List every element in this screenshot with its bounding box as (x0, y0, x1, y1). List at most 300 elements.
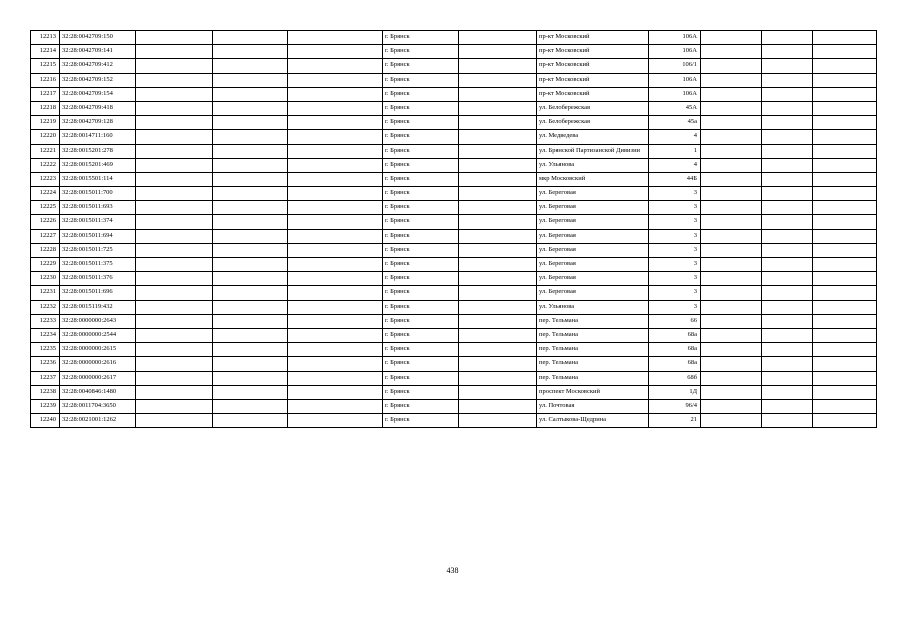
cell-empty (813, 286, 877, 300)
cell-empty (288, 201, 383, 215)
cell-empty (701, 399, 762, 413)
cell-city: г. Брянск (383, 158, 459, 172)
cell-empty (701, 328, 762, 342)
cell-city: г. Брянск (383, 300, 459, 314)
cell-record-number: 12233 (31, 314, 60, 328)
cell-empty (701, 144, 762, 158)
cell-empty (213, 172, 288, 186)
cell-empty (136, 130, 213, 144)
cell-empty (459, 116, 537, 130)
cell-empty (213, 201, 288, 215)
cell-empty (813, 130, 877, 144)
cell-empty (762, 101, 813, 115)
cell-empty (213, 187, 288, 201)
cell-record-number: 12214 (31, 45, 60, 59)
cell-empty (701, 172, 762, 186)
cell-empty (813, 187, 877, 201)
cell-empty (288, 229, 383, 243)
cell-empty (136, 172, 213, 186)
cell-house-number: 4 (649, 158, 701, 172)
cell-empty (813, 172, 877, 186)
cell-house-number: 106/1 (649, 59, 701, 73)
cell-house-number: 3 (649, 258, 701, 272)
cell-empty (459, 130, 537, 144)
cell-empty (288, 59, 383, 73)
cell-empty (288, 314, 383, 328)
cell-street: ул. Береговая (537, 187, 649, 201)
table-row (31, 87, 877, 101)
cell-street: ул. Ульянова (537, 300, 649, 314)
table-row (31, 243, 877, 257)
cell-city: г. Брянск (383, 343, 459, 357)
cell-house-number: 3 (649, 229, 701, 243)
table-row (31, 371, 877, 385)
cell-empty (762, 371, 813, 385)
cell-empty (459, 144, 537, 158)
cell-empty (136, 286, 213, 300)
cell-cadastral-number: 32:28:0014711:160 (60, 130, 136, 144)
cell-empty (213, 158, 288, 172)
cell-empty (136, 144, 213, 158)
cell-empty (762, 385, 813, 399)
table-row (31, 201, 877, 215)
cell-house-number: 1Д (649, 385, 701, 399)
cell-empty (701, 158, 762, 172)
cell-cadastral-number: 32:28:0011704:3650 (60, 399, 136, 413)
cell-cadastral-number: 32:28:0015201:278 (60, 144, 136, 158)
cell-city: г. Брянск (383, 357, 459, 371)
cell-cadastral-number: 32:28:0015011:696 (60, 286, 136, 300)
table-row (31, 414, 877, 428)
cell-empty (762, 144, 813, 158)
cell-record-number: 12222 (31, 158, 60, 172)
cell-street: ул. Береговая (537, 286, 649, 300)
cell-empty (136, 300, 213, 314)
cell-street: пер. Тельмана (537, 371, 649, 385)
cell-empty (459, 187, 537, 201)
cell-empty (459, 45, 537, 59)
cell-empty (701, 258, 762, 272)
cell-empty (762, 328, 813, 342)
cell-empty (459, 399, 537, 413)
cell-cadastral-number: 32:28:0042709:128 (60, 116, 136, 130)
cell-street: ул. Береговая (537, 272, 649, 286)
cell-city: г. Брянск (383, 87, 459, 101)
cell-house-number: 3 (649, 300, 701, 314)
cell-cadastral-number: 32:28:0015501:114 (60, 172, 136, 186)
cell-empty (288, 243, 383, 257)
cell-empty (762, 272, 813, 286)
cell-street: ул. Береговая (537, 215, 649, 229)
cell-empty (459, 215, 537, 229)
cell-empty (762, 286, 813, 300)
table-row (31, 158, 877, 172)
cell-empty (459, 59, 537, 73)
cell-house-number: 66 (649, 314, 701, 328)
cell-empty (213, 385, 288, 399)
cell-empty (459, 158, 537, 172)
cell-empty (701, 272, 762, 286)
cell-empty (136, 272, 213, 286)
table-row (31, 31, 877, 45)
cell-empty (213, 371, 288, 385)
cell-cadastral-number: 32:28:0042709:141 (60, 45, 136, 59)
cell-record-number: 12234 (31, 328, 60, 342)
cell-empty (701, 357, 762, 371)
cell-empty (813, 371, 877, 385)
cell-street: мкр Московский (537, 172, 649, 186)
cell-empty (136, 399, 213, 413)
cell-empty (136, 314, 213, 328)
cell-empty (288, 371, 383, 385)
cell-city: г. Брянск (383, 272, 459, 286)
cell-house-number: 3 (649, 187, 701, 201)
cell-empty (136, 59, 213, 73)
cell-empty (288, 328, 383, 342)
cell-city: г. Брянск (383, 314, 459, 328)
cell-city: г. Брянск (383, 130, 459, 144)
cell-empty (813, 385, 877, 399)
table-row (31, 357, 877, 371)
cell-street: ул. Береговая (537, 258, 649, 272)
cell-empty (813, 201, 877, 215)
cell-cadastral-number: 32:28:0042709:412 (60, 59, 136, 73)
cell-empty (813, 116, 877, 130)
cell-empty (813, 272, 877, 286)
cell-empty (813, 343, 877, 357)
cell-empty (288, 87, 383, 101)
cell-empty (213, 357, 288, 371)
cell-empty (213, 399, 288, 413)
cell-empty (813, 414, 877, 428)
cell-record-number: 12221 (31, 144, 60, 158)
cell-empty (762, 229, 813, 243)
cell-house-number: 3 (649, 243, 701, 257)
table-row (31, 101, 877, 115)
cell-empty (213, 101, 288, 115)
cell-empty (813, 31, 877, 45)
cell-street: пр-кт Московский (537, 73, 649, 87)
cell-empty (136, 158, 213, 172)
cell-cadastral-number: 32:28:0000000:2544 (60, 328, 136, 342)
cell-city: г. Брянск (383, 144, 459, 158)
cell-house-number: 45а (649, 116, 701, 130)
table-row (31, 59, 877, 73)
cell-empty (136, 31, 213, 45)
cell-empty (459, 258, 537, 272)
cell-record-number: 12232 (31, 300, 60, 314)
cell-empty (213, 286, 288, 300)
cell-record-number: 12237 (31, 371, 60, 385)
cell-empty (213, 314, 288, 328)
cell-record-number: 12230 (31, 272, 60, 286)
cell-record-number: 12228 (31, 243, 60, 257)
cell-empty (288, 272, 383, 286)
cell-street: ул. Береговая (537, 229, 649, 243)
cell-empty (459, 101, 537, 115)
cell-house-number: 106А (649, 31, 701, 45)
table-row (31, 343, 877, 357)
cell-house-number: 3 (649, 272, 701, 286)
cell-empty (701, 31, 762, 45)
cell-empty (813, 87, 877, 101)
cell-record-number: 12240 (31, 414, 60, 428)
cell-empty (136, 371, 213, 385)
table-row (31, 328, 877, 342)
cell-street: ул. Белобережская (537, 101, 649, 115)
cell-empty (762, 399, 813, 413)
cell-empty (136, 414, 213, 428)
cell-house-number: 21 (649, 414, 701, 428)
cell-empty (701, 229, 762, 243)
cell-house-number: 4 (649, 130, 701, 144)
cell-empty (213, 144, 288, 158)
cell-record-number: 12215 (31, 59, 60, 73)
table-row (31, 385, 877, 399)
cell-city: г. Брянск (383, 31, 459, 45)
page-number: 438 (446, 566, 459, 575)
cell-empty (288, 286, 383, 300)
cell-empty (288, 300, 383, 314)
table-body (31, 31, 877, 428)
cell-city: г. Брянск (383, 371, 459, 385)
cell-city: г. Брянск (383, 385, 459, 399)
cell-empty (213, 130, 288, 144)
cell-city: г. Брянск (383, 414, 459, 428)
cell-empty (762, 87, 813, 101)
cell-empty (288, 215, 383, 229)
cell-city: г. Брянск (383, 116, 459, 130)
table-row (31, 130, 877, 144)
cell-record-number: 12229 (31, 258, 60, 272)
cell-street: ул. Белобережская (537, 116, 649, 130)
cell-street: ул. Медведева (537, 130, 649, 144)
cell-empty (459, 328, 537, 342)
cell-empty (762, 243, 813, 257)
cell-empty (213, 87, 288, 101)
cell-empty (701, 385, 762, 399)
cell-record-number: 12225 (31, 201, 60, 215)
cell-empty (762, 130, 813, 144)
cell-cadastral-number: 32:28:0015011:376 (60, 272, 136, 286)
table-row (31, 144, 877, 158)
cell-empty (701, 343, 762, 357)
cell-empty (213, 328, 288, 342)
cell-empty (813, 258, 877, 272)
cell-empty (136, 101, 213, 115)
cell-city: г. Брянск (383, 187, 459, 201)
cell-empty (701, 286, 762, 300)
cell-empty (762, 172, 813, 186)
cell-empty (288, 187, 383, 201)
property-register-table (30, 30, 877, 428)
cell-street: пр-кт Московский (537, 31, 649, 45)
cell-empty (288, 343, 383, 357)
cell-empty (136, 87, 213, 101)
cell-empty (459, 414, 537, 428)
cell-empty (701, 314, 762, 328)
cell-empty (213, 45, 288, 59)
cell-empty (213, 414, 288, 428)
cell-empty (762, 59, 813, 73)
cell-empty (136, 385, 213, 399)
cell-empty (288, 414, 383, 428)
cell-record-number: 12231 (31, 286, 60, 300)
cell-empty (813, 243, 877, 257)
cell-empty (136, 357, 213, 371)
table-row (31, 286, 877, 300)
cell-house-number: 106А (649, 87, 701, 101)
cell-empty (459, 314, 537, 328)
cell-city: г. Брянск (383, 229, 459, 243)
cell-cadastral-number: 32:28:0042709:152 (60, 73, 136, 87)
cell-city: г. Брянск (383, 45, 459, 59)
cell-house-number: 3 (649, 201, 701, 215)
cell-street: пер. Тельмана (537, 343, 649, 357)
cell-empty (701, 87, 762, 101)
table-row (31, 229, 877, 243)
cell-city: г. Брянск (383, 286, 459, 300)
cell-empty (136, 116, 213, 130)
cell-empty (459, 243, 537, 257)
cell-empty (813, 45, 877, 59)
cell-empty (213, 229, 288, 243)
cell-empty (762, 258, 813, 272)
cell-street: ул. Почтовая (537, 399, 649, 413)
cell-empty (762, 73, 813, 87)
cell-empty (459, 343, 537, 357)
cell-record-number: 12217 (31, 87, 60, 101)
cell-empty (459, 272, 537, 286)
cell-cadastral-number: 32:28:0015011:374 (60, 215, 136, 229)
cell-record-number: 12223 (31, 172, 60, 186)
cell-empty (813, 300, 877, 314)
cell-city: г. Брянск (383, 59, 459, 73)
cell-empty (701, 101, 762, 115)
cell-empty (213, 272, 288, 286)
table-row (31, 172, 877, 186)
cell-city: г. Брянск (383, 399, 459, 413)
cell-street: пер. Тельмана (537, 314, 649, 328)
cell-street: ул. Береговая (537, 201, 649, 215)
cell-empty (136, 229, 213, 243)
cell-city: г. Брянск (383, 172, 459, 186)
cell-record-number: 12224 (31, 187, 60, 201)
table-row (31, 73, 877, 87)
table-row (31, 45, 877, 59)
cell-empty (813, 144, 877, 158)
cell-empty (459, 73, 537, 87)
cell-empty (701, 371, 762, 385)
cell-empty (813, 215, 877, 229)
cell-empty (762, 314, 813, 328)
cell-empty (813, 357, 877, 371)
cell-empty (813, 328, 877, 342)
cell-empty (762, 31, 813, 45)
cell-empty (288, 144, 383, 158)
table-row (31, 314, 877, 328)
cell-empty (701, 73, 762, 87)
cell-street: ул. Ульянова (537, 158, 649, 172)
cell-cadastral-number: 32:28:0015119:432 (60, 300, 136, 314)
cell-empty (459, 201, 537, 215)
table-row (31, 399, 877, 413)
cell-empty (459, 286, 537, 300)
cell-empty (701, 243, 762, 257)
cell-empty (213, 116, 288, 130)
cell-house-number: 68а (649, 357, 701, 371)
cell-house-number: 106А (649, 45, 701, 59)
cell-empty (459, 87, 537, 101)
cell-empty (136, 343, 213, 357)
cell-house-number: 1 (649, 144, 701, 158)
table-row (31, 300, 877, 314)
cell-record-number: 12220 (31, 130, 60, 144)
cell-empty (136, 328, 213, 342)
cell-empty (762, 343, 813, 357)
cell-empty (459, 31, 537, 45)
cell-empty (701, 116, 762, 130)
cell-record-number: 12219 (31, 116, 60, 130)
cell-empty (213, 59, 288, 73)
cell-empty (288, 158, 383, 172)
cell-empty (701, 215, 762, 229)
cell-street: ул. Салтыкова-Щедрина (537, 414, 649, 428)
cell-empty (136, 201, 213, 215)
cell-empty (288, 73, 383, 87)
cell-house-number: 44Б (649, 172, 701, 186)
cell-empty (213, 31, 288, 45)
cell-cadastral-number: 32:28:0000000:2643 (60, 314, 136, 328)
cell-empty (288, 45, 383, 59)
cell-empty (813, 229, 877, 243)
cell-cadastral-number: 32:28:0021001:1262 (60, 414, 136, 428)
cell-empty (288, 258, 383, 272)
cell-house-number: 96/4 (649, 399, 701, 413)
cell-empty (701, 187, 762, 201)
cell-empty (459, 357, 537, 371)
cell-empty (813, 73, 877, 87)
cell-empty (288, 357, 383, 371)
cell-house-number: 106А (649, 73, 701, 87)
cell-house-number: 3 (649, 286, 701, 300)
cell-empty (213, 73, 288, 87)
cell-empty (762, 300, 813, 314)
cell-house-number: 3 (649, 215, 701, 229)
cell-cadastral-number: 32:28:0015011:725 (60, 243, 136, 257)
cell-city: г. Брянск (383, 258, 459, 272)
cell-empty (459, 300, 537, 314)
cell-cadastral-number: 32:28:0015201:469 (60, 158, 136, 172)
cell-empty (213, 258, 288, 272)
cell-street: ул. Береговая (537, 243, 649, 257)
cell-city: г. Брянск (383, 328, 459, 342)
cell-empty (459, 371, 537, 385)
cell-empty (213, 343, 288, 357)
cell-street: проспект Московский (537, 385, 649, 399)
cell-empty (813, 399, 877, 413)
cell-empty (288, 130, 383, 144)
cell-record-number: 12239 (31, 399, 60, 413)
cell-record-number: 12227 (31, 229, 60, 243)
cell-house-number: 68б (649, 371, 701, 385)
cell-empty (288, 172, 383, 186)
cell-empty (762, 201, 813, 215)
cell-cadastral-number: 32:28:0040846:1480 (60, 385, 136, 399)
cell-empty (701, 45, 762, 59)
cell-empty (701, 201, 762, 215)
cell-record-number: 12218 (31, 101, 60, 115)
